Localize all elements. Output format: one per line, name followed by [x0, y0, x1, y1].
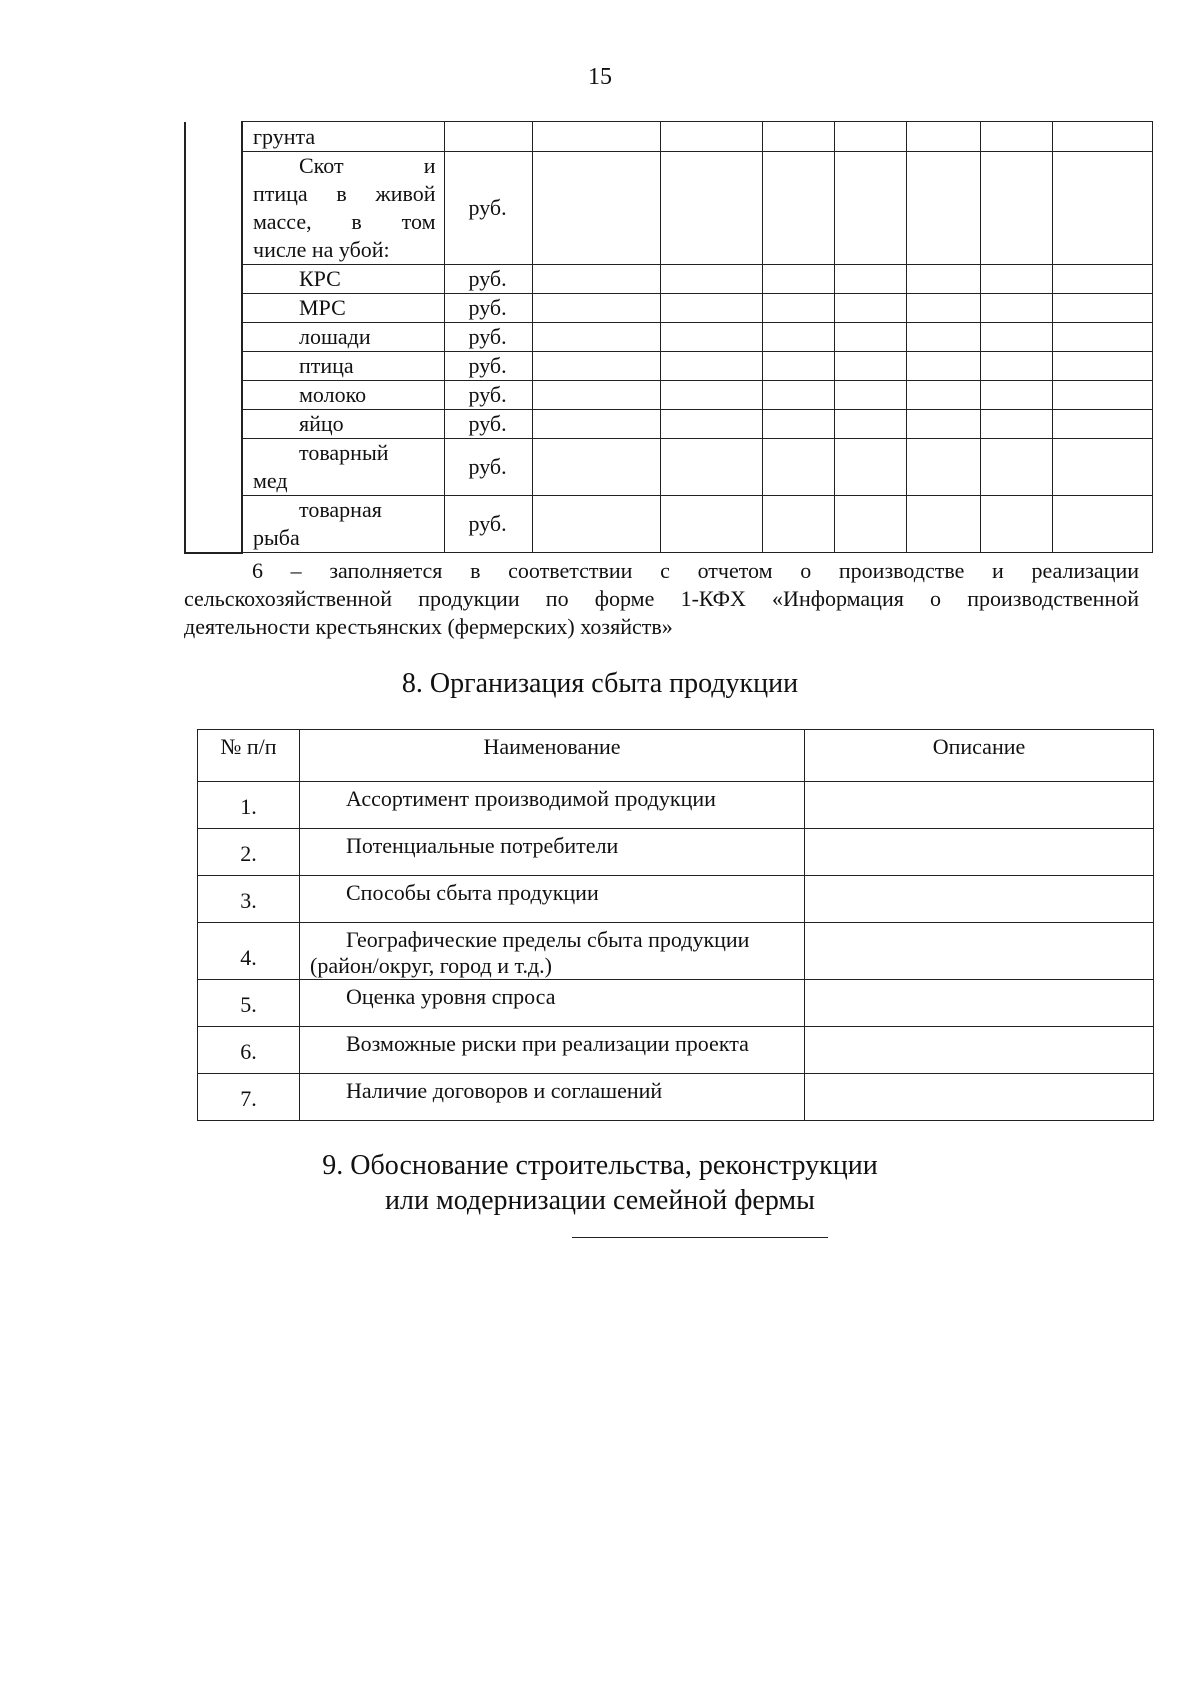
row-name — [300, 829, 805, 876]
row-name-line: мед — [253, 468, 288, 493]
empty-cell[interactable] — [834, 152, 906, 265]
empty-cell[interactable] — [660, 410, 762, 439]
empty-cell[interactable] — [762, 265, 834, 294]
description-cell[interactable] — [805, 829, 1154, 876]
empty-cell[interactable] — [532, 381, 660, 410]
empty-cell[interactable] — [532, 410, 660, 439]
page-number: 15 — [588, 64, 612, 90]
row-name-line: рыба — [253, 525, 300, 550]
empty-cell[interactable] — [906, 352, 980, 381]
end-rule — [572, 1237, 828, 1238]
empty-cell[interactable] — [834, 323, 906, 352]
unit-cell: руб. — [444, 323, 532, 352]
unit-cell — [444, 122, 532, 152]
empty-cell[interactable] — [1052, 294, 1152, 323]
empty-cell[interactable] — [834, 381, 906, 410]
table-row — [185, 352, 1152, 381]
empty-cell[interactable] — [1052, 152, 1152, 265]
row-name-line: товарный — [299, 440, 389, 465]
description-cell[interactable] — [805, 782, 1154, 829]
empty-cell[interactable] — [660, 323, 762, 352]
empty-cell[interactable] — [660, 122, 762, 152]
empty-cell[interactable] — [660, 352, 762, 381]
row-name-line: массе, в том — [253, 209, 436, 234]
description-cell[interactable] — [805, 1074, 1154, 1121]
table-row — [185, 152, 1152, 265]
empty-cell[interactable] — [532, 496, 660, 553]
row-name — [242, 152, 444, 265]
empty-cell[interactable] — [762, 496, 834, 553]
empty-cell[interactable] — [660, 152, 762, 265]
unit-cell: руб. — [444, 152, 532, 265]
unit-cell: руб. — [444, 381, 532, 410]
empty-cell[interactable] — [532, 352, 660, 381]
empty-cell[interactable] — [532, 294, 660, 323]
footnote-line: 6 – заполняется в соответствии с отчетом о производстве и реализации — [252, 558, 1139, 583]
description-cell[interactable] — [805, 980, 1154, 1027]
table-row — [185, 496, 1152, 553]
empty-cell[interactable] — [834, 496, 906, 553]
empty-cell[interactable] — [762, 410, 834, 439]
empty-cell[interactable] — [980, 439, 1052, 496]
table-row — [185, 323, 1152, 352]
table-row — [185, 122, 1152, 152]
empty-cell[interactable] — [1052, 352, 1152, 381]
row-number: 4. — [198, 923, 300, 980]
empty-cell[interactable] — [1052, 265, 1152, 294]
empty-cell[interactable] — [980, 265, 1052, 294]
row-name-line: числе на убой: — [253, 237, 390, 262]
footnote — [184, 557, 1139, 641]
footnote-line: деятельности крестьянских (фермерских) хозяйств» — [184, 614, 673, 639]
section-9-title-line: или модернизации семейной фермы — [385, 1185, 815, 1216]
row-name-line: птица в живой — [253, 181, 436, 206]
empty-cell[interactable] — [980, 381, 1052, 410]
empty-cell[interactable] — [532, 152, 660, 265]
row-name — [300, 1027, 805, 1074]
table-row — [198, 829, 1154, 876]
unit-cell: руб. — [444, 496, 532, 553]
row-name-line: Ассортимент производимой продукции — [346, 786, 716, 811]
table-row — [198, 782, 1154, 829]
table-row — [198, 1074, 1154, 1121]
header-name: Наименование — [300, 730, 805, 782]
table-row — [185, 265, 1152, 294]
table-row — [198, 980, 1154, 1027]
unit-cell: руб. — [444, 265, 532, 294]
empty-cell[interactable] — [1052, 439, 1152, 496]
table-row — [198, 923, 1154, 980]
row-name-line: товарная — [299, 497, 382, 522]
row-name: яйцо — [242, 410, 444, 439]
empty-cell[interactable] — [762, 352, 834, 381]
empty-cell[interactable] — [660, 294, 762, 323]
row-number: 6. — [198, 1027, 300, 1074]
row-name-line: Потенциальные потребители — [346, 833, 619, 858]
table-row — [185, 410, 1152, 439]
empty-cell[interactable] — [906, 496, 980, 553]
row-name: МРС — [242, 294, 444, 323]
table-row — [185, 439, 1152, 496]
empty-cell[interactable] — [980, 410, 1052, 439]
empty-cell[interactable] — [660, 439, 762, 496]
description-cell[interactable] — [805, 923, 1154, 980]
empty-cell[interactable] — [762, 294, 834, 323]
section-9-title — [0, 1148, 1200, 1218]
unit-cell: руб. — [444, 294, 532, 323]
table-row — [185, 381, 1152, 410]
row-name-line: Наличие договоров и соглашений — [346, 1078, 663, 1103]
table-row — [198, 1027, 1154, 1074]
empty-cell[interactable] — [906, 381, 980, 410]
row-name: КРС — [242, 265, 444, 294]
empty-cell[interactable] — [660, 265, 762, 294]
table-row — [185, 294, 1152, 323]
row-name-line: Оценка уровня спроса — [346, 984, 556, 1009]
table-row — [198, 876, 1154, 923]
unit-cell: руб. — [444, 352, 532, 381]
row-number: 5. — [198, 980, 300, 1027]
empty-cell[interactable] — [834, 122, 906, 152]
empty-cell[interactable] — [532, 265, 660, 294]
empty-cell[interactable] — [906, 439, 980, 496]
row-number: 3. — [198, 876, 300, 923]
empty-cell[interactable] — [762, 381, 834, 410]
empty-cell[interactable] — [660, 381, 762, 410]
description-cell[interactable] — [805, 876, 1154, 923]
empty-cell[interactable] — [906, 122, 980, 152]
unit-cell: руб. — [444, 439, 532, 496]
empty-cell[interactable] — [532, 323, 660, 352]
empty-cell[interactable] — [762, 152, 834, 265]
empty-cell[interactable] — [532, 122, 660, 152]
row-number: 2. — [198, 829, 300, 876]
row-name-line: Способы сбыта продукции — [346, 880, 599, 905]
unit-cell: руб. — [444, 410, 532, 439]
header-num: № п/п — [198, 730, 300, 782]
empty-cell[interactable] — [980, 352, 1052, 381]
empty-cell[interactable] — [1052, 323, 1152, 352]
row-name-line: (район/округ, город и т.д.) — [310, 953, 552, 978]
empty-cell[interactable] — [834, 294, 906, 323]
empty-cell[interactable] — [906, 265, 980, 294]
empty-cell[interactable] — [1052, 381, 1152, 410]
empty-cell[interactable] — [980, 152, 1052, 265]
empty-cell[interactable] — [906, 152, 980, 265]
empty-cell[interactable] — [1052, 410, 1152, 439]
empty-cell[interactable] — [1052, 122, 1152, 152]
row-number: 1. — [198, 782, 300, 829]
row-name-line: Возможные риски при реализации проекта — [346, 1031, 749, 1056]
empty-cell[interactable] — [834, 410, 906, 439]
empty-cell[interactable] — [906, 294, 980, 323]
empty-cell[interactable] — [834, 439, 906, 496]
footnote-line: сельскохозяйственной продукции по форме 1-КФХ «Информация о производственной — [184, 586, 1139, 611]
row-name: лошади — [242, 323, 444, 352]
row-name-line: Географические пределы сбыта продукции — [346, 927, 750, 952]
row-group-cell — [185, 122, 242, 553]
empty-cell[interactable] — [532, 439, 660, 496]
empty-cell[interactable] — [834, 352, 906, 381]
header-description: Описание — [805, 730, 1154, 782]
row-name: грунта — [242, 122, 444, 152]
empty-cell[interactable] — [980, 294, 1052, 323]
section-8-title: 8. Организация сбыта продукции — [401, 668, 799, 699]
empty-cell[interactable] — [834, 265, 906, 294]
row-name — [300, 923, 805, 980]
empty-cell[interactable] — [762, 323, 834, 352]
table-header-row — [198, 730, 1154, 782]
row-name — [300, 980, 805, 1027]
section-9-title-line: 9. Обоснование строительства, реконструкции — [322, 1150, 878, 1181]
row-name: молоко — [242, 381, 444, 410]
empty-cell[interactable] — [660, 496, 762, 553]
row-name: птица — [242, 352, 444, 381]
production-table — [184, 121, 1153, 554]
empty-cell[interactable] — [980, 122, 1052, 152]
row-name — [242, 439, 444, 496]
empty-cell[interactable] — [980, 496, 1052, 553]
row-name — [300, 876, 805, 923]
sales-organization-table — [197, 729, 1154, 1121]
empty-cell[interactable] — [906, 410, 980, 439]
empty-cell[interactable] — [762, 439, 834, 496]
row-name — [242, 496, 444, 553]
empty-cell[interactable] — [980, 323, 1052, 352]
empty-cell[interactable] — [762, 122, 834, 152]
row-name-line: Скот и — [299, 153, 436, 178]
row-name — [300, 1074, 805, 1121]
description-cell[interactable] — [805, 1027, 1154, 1074]
empty-cell[interactable] — [1052, 496, 1152, 553]
row-number: 7. — [198, 1074, 300, 1121]
row-name — [300, 782, 805, 829]
empty-cell[interactable] — [906, 323, 980, 352]
